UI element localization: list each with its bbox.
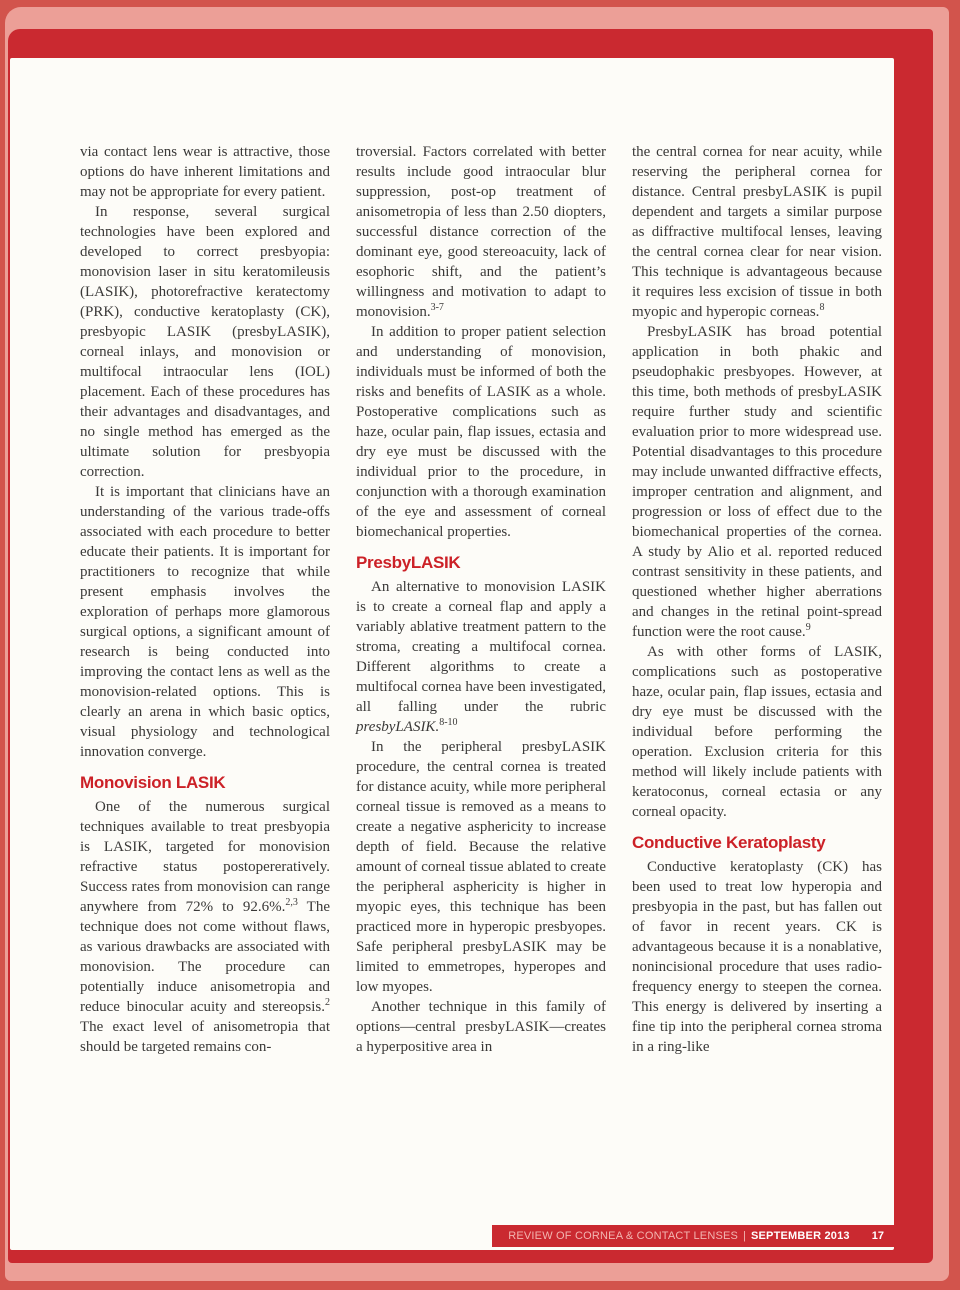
reference-superscript: 8-10 [439, 717, 458, 728]
reference-superscript: 2,3 [285, 897, 298, 908]
reference-superscript: 8 [819, 302, 825, 313]
paragraph [356, 577, 606, 737]
paragraph [632, 322, 882, 642]
text-segment: An alternative to monovision LASIK is to create a corneal flap and apply a variably ablative treatment pattern to the stroma, creating a multifocal cornea. Different algorithms to create a multifocal cornea have been investigated, all falling under the rubric [356, 579, 606, 715]
text-segment: In the peripheral presbyLASIK procedure, the central cornea is treated for distance acuity, while more peripheral corneal tissue is removed as a means to create a negative asphericity to increase depth of field. Because the relative amount of corneal tissue ablated to create the peripheral asphericity is higher in myopic eyes, this technique has been practiced more in hyperopic presbyopes. Safe peripheral presbyLASIK may be limited to emmetropes, hyperopes and low myopes. [356, 739, 606, 995]
paragraph [80, 142, 330, 202]
paragraph [356, 322, 606, 542]
column-1 [80, 142, 330, 1057]
text-segment: PresbyLASIK has broad potential application in both phakic and pseudophakic presbyopes. However, at this time, both methods of presbyLASIK require further study and scientific evaluation prior to more widespread use. Potential disadvantages to this procedure may include unwanted diffractive effects, improper centration and alignment, and progression or loss of effect due to the biomechanical properties of the cornea. A study by Alio et al. reported reduced contrast sensitivity in these patients, and questioned whether higher aberrations and changes in the retinal point-spread function were the root cause. [632, 324, 882, 640]
text-segment: the central cornea for near acuity, while reserving the peripheral cornea for distance. Central presbyLASIK is pupil dependent and targets a similar purpose as diffractive multifocal lenses, leaving the central cornea clear for near vision. This technique is advantageous because it requires less excision of tissue in both myopic and hyperopic corneas. [632, 144, 882, 320]
section-heading [80, 773, 330, 793]
text-segment: Conductive keratoplasty (CK) has been used to treat low hyperopia and presbyopia in the past, but has fallen out of favor in recent years. CK is advantageous because it is a nonablative, nonincisional procedure that uses radio-frequency energy to steepen the cornea. This energy is delivered by inserting a fine tip into the peripheral cornea stroma in a ring-like [632, 859, 882, 1055]
columns [80, 142, 882, 1057]
text-segment: The technique does not come without flaws, as various drawbacks are associated with monovision. The procedure can potentially induce anisometropia and reduce binocular acuity and stereopsis. [80, 899, 330, 1015]
column-3 [632, 142, 882, 1057]
footer-separator: | [743, 1230, 746, 1242]
text-segment: troversial. Factors correlated with better results include good intraocular blur suppression, post-op treatment of anisometropia of less than 2.50 diopters, successful distance correction of the dominant eye, good stereoacuity, lack of esophoric shift, and the patient’s willingness and motivation to adapt to monovision. [356, 144, 606, 320]
text-segment: presbyLASIK. [356, 719, 440, 735]
text-segment: PresbyLASIK [356, 553, 461, 572]
paragraph [80, 202, 330, 482]
text-segment: In response, several surgical technologies have been explored and developed to correct presbyopia: monovision laser in situ keratomileusis (LASIK), photorefractive keratectomy (PRK), conductive keratoplasty (CK), presbyopic LASIK (presbyLASIK), corneal inlays, and monovision or multifocal intraocular lens (IOL) placement. Each of these procedures has their advantages and disadvantages, and no single method has emerged as the ultimate solution for presbyopia correction. [80, 204, 330, 480]
section-heading [356, 553, 606, 573]
paragraph [356, 997, 606, 1057]
reference-superscript: 3-7 [430, 302, 444, 313]
section-heading [632, 833, 882, 853]
text-segment: The exact level of anisometropia that should be targeted remains con- [80, 1019, 330, 1055]
paragraph [632, 142, 882, 322]
reference-superscript: 9 [805, 622, 811, 633]
paragraph [80, 482, 330, 762]
text-segment: It is important that clinicians have an understanding of the various trade-offs associated with each procedure to better educate their patients. It is important for practitioners to recognize that while present emphasis involves the exploration of perhaps more glamorous surgical options, a significant amount of research is being conducted into improving the contact lens as well as the monovision-related options. This is clearly an arena in which basic optics, visual physiology and technological innovation converge. [80, 484, 330, 760]
footer-issue-date: SEPTEMBER 2013 [750, 1230, 850, 1242]
text-segment: Another technique in this family of options—central presbyLASIK—creates a hyperpositive area in [356, 999, 606, 1055]
column-2 [356, 142, 606, 1057]
paragraph [632, 857, 882, 1057]
text-segment: Conductive Keratoplasty [632, 833, 826, 852]
magazine-page [10, 58, 894, 1250]
text-segment: via contact lens wear is attractive, those options do have inherent limitations and may not be appropriate for every patient. [80, 144, 330, 200]
paragraph [632, 642, 882, 822]
text-segment: Monovision LASIK [80, 773, 226, 792]
footer-journal-title: REVIEW OF CORNEA & CONTACT LENSES [508, 1230, 739, 1242]
text-segment: As with other forms of LASIK, complications such as postoperative haze, ocular pain, flap issues, ectasia and dry eye must be discussed with the individual before performing the operation. Exclusion criteria for this method will likely include patients with keratoconus, corneal ectasia or any corneal opacity. [632, 644, 882, 820]
paragraph [80, 797, 330, 1057]
paragraph [356, 142, 606, 322]
paragraph [356, 737, 606, 997]
text-segment: One of the numerous surgical techniques available to treat presbyopia is LASIK, targeted for monovision refractive status postopereratively. Success rates from monovision can range anywhere from 72% to 92.6%. [80, 799, 330, 915]
text-segment: In addition to proper patient selection and understanding of monovision, individuals must be informed of both the risks and benefits of LASIK as a whole. Postoperative complications such as haze, ocular pain, flap issues, ectasia and dry eye must be discussed with the individual prior to the procedure, in conjunction with a thorough examination of the eye and assessment of corneal biomechanical properties. [356, 324, 606, 540]
footer-bar [492, 1225, 894, 1247]
reference-superscript: 2 [325, 997, 330, 1008]
footer-page-number: 17 [871, 1230, 884, 1242]
